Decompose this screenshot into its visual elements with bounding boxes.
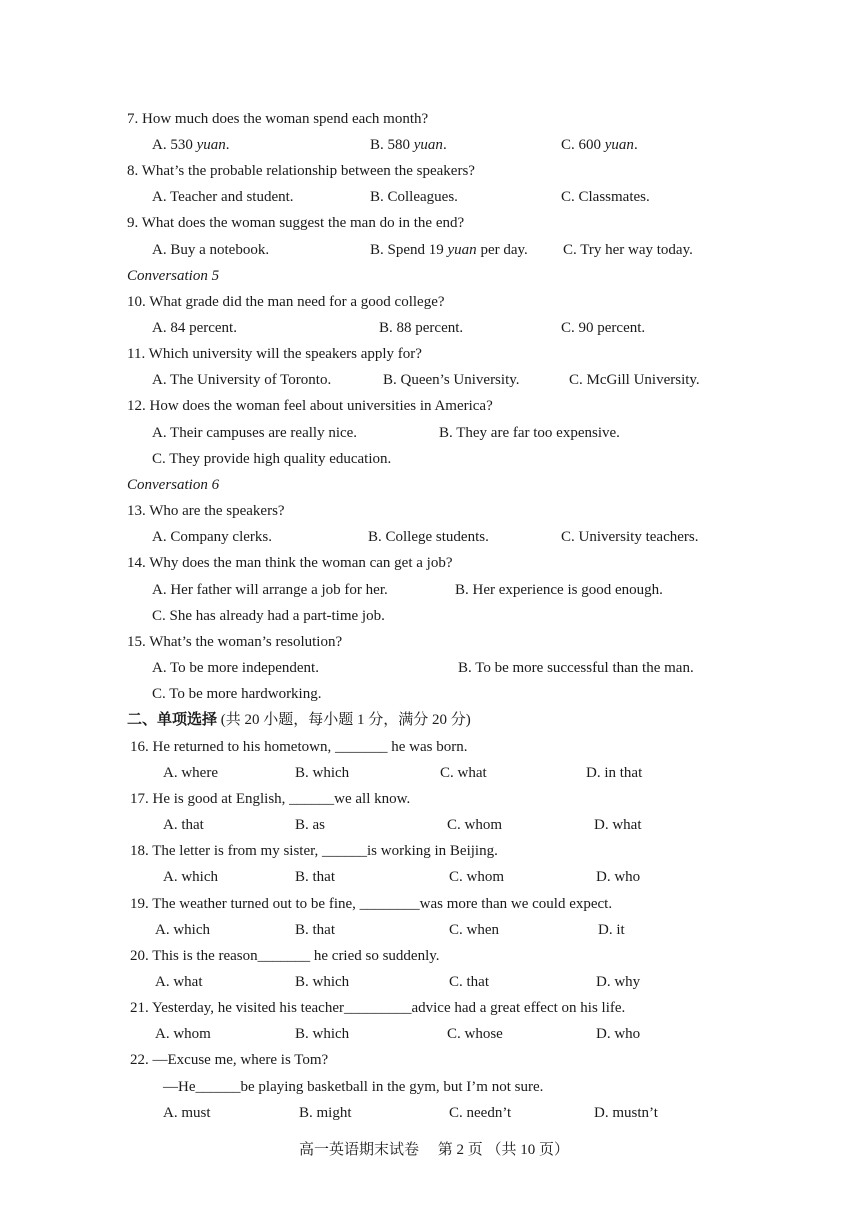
question-14-stem: 14. Why does the man think the woman can get a job? [127, 555, 453, 571]
q20-option-b: B. which [295, 974, 350, 990]
q16-option-b: B. which [295, 765, 350, 781]
question-9-stem: 9. What does the woman suggest the man do in the end? [127, 215, 465, 231]
question-18-stem: 18. The letter is from my sister, ______is working in Beijing. [130, 843, 498, 859]
q16-option-a: A. where [163, 765, 218, 781]
q15-option-b: B. To be more successful than the man. [458, 660, 694, 676]
q16-option-d: D. in that [586, 765, 643, 781]
q21-option-a: A. whom [155, 1026, 211, 1042]
q19-option-c: C. when [449, 922, 499, 938]
question-12-stem: 12. How does the woman feel about universities in America? [127, 398, 493, 414]
q17-option-a: A. that [163, 817, 204, 833]
q8-option-b: B. Colleagues. [370, 189, 458, 205]
question-19-stem: 19. The weather turned out to be fine, ________was more than we could expect. [130, 896, 613, 912]
q12-option-c: C. They provide high quality education. [152, 451, 392, 467]
q7-option-a: A. 530 yuan. [152, 137, 230, 153]
q11-option-c: C. McGill University. [569, 372, 700, 388]
q17-option-b: B. as [295, 817, 325, 833]
question-13-stem: 13. Who are the speakers? [127, 503, 285, 519]
question-20-stem: 20. This is the reason_______ he cried so suddenly. [130, 948, 440, 964]
q21-option-d: D. who [596, 1026, 641, 1042]
q12-option-b: B. They are far too expensive. [439, 425, 620, 441]
q14-option-b: B. Her experience is good enough. [455, 582, 663, 598]
q18-option-a: A. which [163, 869, 218, 885]
question-10-stem: 10. What grade did the man need for a good college? [127, 294, 445, 310]
q10-option-c: C. 90 percent. [561, 320, 646, 336]
question-21-stem: 21. Yesterday, he visited his teacher_________advice had a great effect on his life. [130, 1000, 626, 1016]
q13-option-b: B. College students. [368, 529, 489, 545]
q13-option-c: C. University teachers. [561, 529, 699, 545]
q22-option-a: A. must [163, 1105, 211, 1121]
q10-option-a: A. 84 percent. [152, 320, 237, 336]
q12-option-a: A. Their campuses are really nice. [152, 425, 358, 441]
q20-option-a: A. what [155, 974, 203, 990]
q18-option-b: B. that [295, 869, 335, 885]
q17-option-c: C. whom [447, 817, 503, 833]
q9-option-b: B. Spend 19 yuan per day. [370, 242, 528, 258]
q16-option-c: C. what [440, 765, 487, 781]
q22-option-d: D. mustn’t [594, 1105, 658, 1121]
q8-option-c: C. Classmates. [561, 189, 650, 205]
question-7-stem: 7. How much does the woman spend each month? [127, 111, 429, 127]
question-15-stem: 15. What’s the woman’s resolution? [127, 634, 343, 650]
q20-option-d: D. why [596, 974, 641, 990]
q8-option-a: A. Teacher and student. [152, 189, 294, 205]
q9-option-c: C. Try her way today. [563, 242, 693, 258]
q11-option-a: A. The University of Toronto. [152, 372, 332, 388]
q19-option-b: B. that [295, 922, 335, 938]
section-2-heading: 二、单项选择 (共 20 小题，每小题 1 分，满分 20 分) [127, 712, 471, 728]
q19-option-d: D. it [598, 922, 625, 938]
q7-option-b: B. 580 yuan. [370, 137, 447, 153]
q19-option-a: A. which [155, 922, 210, 938]
q14-option-a: A. Her father will arrange a job for her. [152, 582, 388, 598]
q20-option-c: C. that [449, 974, 489, 990]
conversation-5-heading: Conversation 5 [127, 268, 220, 284]
q13-option-a: A. Company clerks. [152, 529, 272, 545]
conversation-6-heading: Conversation 6 [127, 477, 220, 493]
question-11-stem: 11. Which university will the speakers apply for? [127, 346, 422, 362]
q18-option-d: D. who [596, 869, 641, 885]
q21-option-b: B. which [295, 1026, 350, 1042]
q17-option-d: D. what [594, 817, 642, 833]
q22-option-b: B. might [299, 1105, 352, 1121]
q9-option-a: A. Buy a notebook. [152, 242, 270, 258]
q21-option-c: C. whose [447, 1026, 503, 1042]
q14-option-c: C. She has already had a part-time job. [152, 608, 385, 624]
q18-option-c: C. whom [449, 869, 505, 885]
q11-option-b: B. Queen’s University. [383, 372, 520, 388]
question-8-stem: 8. What’s the probable relationship between the speakers? [127, 163, 475, 179]
page-footer: 高一英语期末试卷 第 2 页 （共 10 页） [298, 1142, 569, 1158]
q15-option-c: C. To be more hardworking. [152, 686, 322, 702]
q10-option-b: B. 88 percent. [379, 320, 464, 336]
question-16-stem: 16. He returned to his hometown, _______ he was born. [130, 739, 468, 755]
question-17-stem: 17. He is good at English, ______we all know. [130, 791, 411, 807]
question-22-stem: 22. —Excuse me, where is Tom? [130, 1052, 329, 1068]
q15-option-a: A. To be more independent. [152, 660, 319, 676]
q22-option-c: C. needn’t [449, 1105, 512, 1121]
question-22-dialogue: —He______be playing basketball in the gym, but I’m not sure. [163, 1079, 544, 1095]
q7-option-c: C. 600 yuan. [561, 137, 638, 153]
